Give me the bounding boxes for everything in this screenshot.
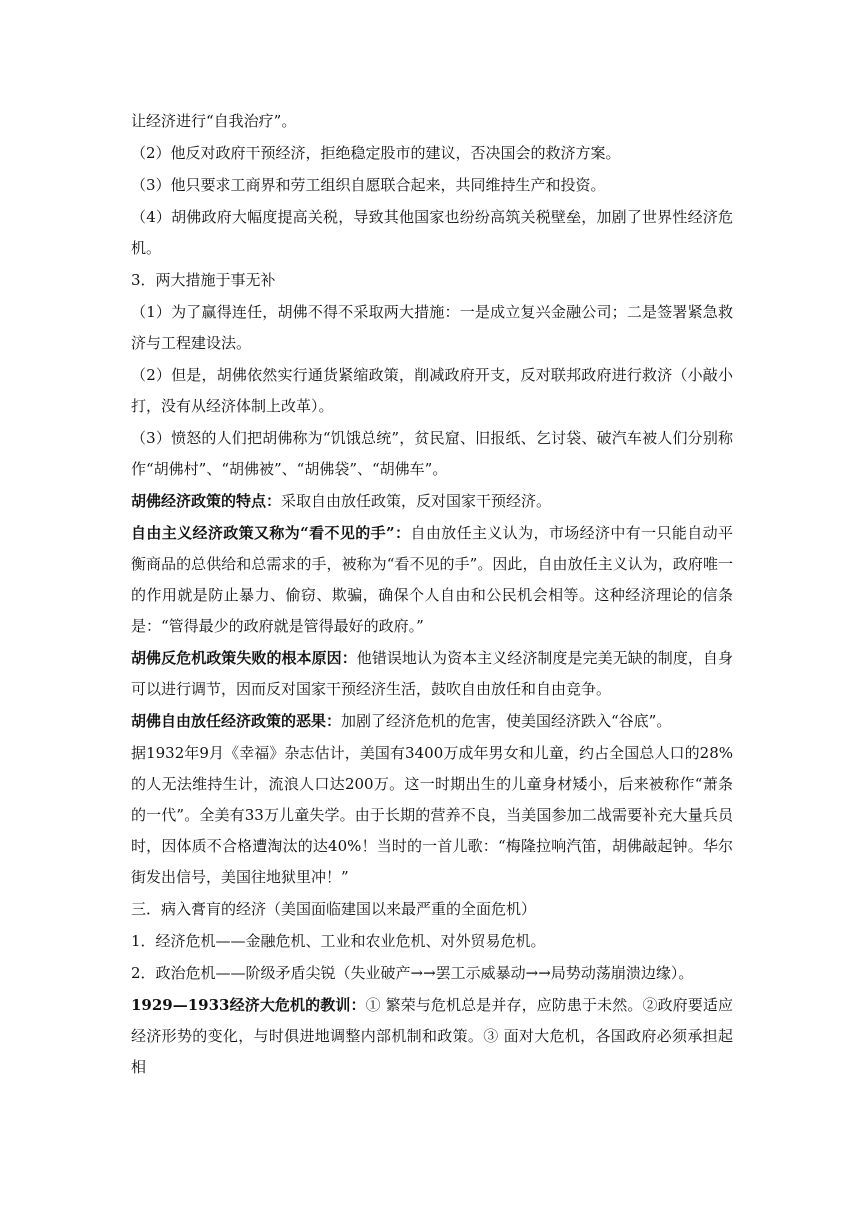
section-heading: 三．病入膏肓的经济（美国面临建国以来最严重的全面危机） [131, 900, 537, 918]
paragraph: 据1932年9月《幸福》杂志估计，美国有3400万成年男女和儿童，约占全国总人口的28%的人无法维持生计，流浪人口达200万。这一时期出生的儿童身材矮小，后来被称作“萧条的一代”。全美有33万儿童失学。由于长期的营养不良，当美国参加二战需要补充大量兵员时，因体质不合格遭淘汰的达40%！当时的一首儿歌：“梅隆拉响汽笛，胡佛敲起钟。华尔街发出信号，美国往地狱里冲！” [131, 744, 733, 886]
paragraph: （2）但是，胡佛依然实行通货紧缩政策，削减政府开支，反对联邦政府进行救济（小敲小打，没有从经济体制上改革）。 [131, 366, 733, 415]
document-body [131, 105, 733, 1083]
paragraph: 胡佛经济政策的特点：采取自由放任政策，反对国家干预经济。 [131, 492, 552, 510]
paragraph: 1929—1933经济大危机的教训：① 繁荣与危机总是并存，应防患于未然。②政府要适应经济形势的变化，与时俱进地调整内部机制和政策。③ 面对大危机，各国政府必须承担起相 [131, 996, 733, 1076]
section-heading: 3．两大措施于事无补 [131, 271, 276, 289]
paragraph: 1．经济危机——金融危机、工业和农业危机、对外贸易危机。 [131, 932, 546, 950]
paragraph: 胡佛自由放任经济政策的恶果：加剧了经济危机的危害，使美国经济跌入“谷底”。 [131, 712, 672, 730]
paragraph: 让经济进行“自我治疗”。 [131, 112, 297, 130]
paragraph: 2．政治危机——阶级矛盾尖锐（失业破产→→罢工示威暴动→→局势动荡崩溃边缘）。 [131, 964, 694, 982]
paragraph: （2）他反对政府干预经济，拒绝稳定股市的建议，否决国会的救济方案。 [131, 144, 621, 162]
paragraph: （1）为了赢得连任，胡佛不得不采取两大措施：一是成立复兴金融公司；二是签署紧急救济与工程建设法。 [131, 303, 733, 352]
paragraph: （4）胡佛政府大幅度提高关税，导致其他国家也纷纷高筑关税壁垒，加剧了世界性经济危机。 [131, 208, 733, 257]
bold-lead: 胡佛自由放任经济政策的恶果： [131, 712, 342, 730]
bold-lead: 胡佛反危机政策失败的根本原因： [131, 649, 357, 667]
paragraph: 自由主义经济政策又称为“看不见的手”：自由放任主义认为，市场经济中有一只能自动平衡商品的总供给和总需求的手，被称为“看不见的手”。因此，自由放任主义认为，政府唯一的作用就是防止暴力、偷窃、欺骗，确保个人自由和公民机会相等。这种经济理论的信条是：“管得最少的政府就是管得最好的政府。” [131, 524, 733, 635]
bold-lead: 1929—1933经济大危机的教训： [131, 996, 366, 1014]
paragraph: （3）他只要求工商界和劳工组织自愿联合起来，共同维持生产和投资。 [131, 176, 606, 194]
bold-lead: 自由主义经济政策又称为“看不见的手”： [131, 524, 411, 542]
paragraph: 胡佛反危机政策失败的根本原因：他错误地认为资本主义经济制度是完美无缺的制度，自身可以进行调节，因而反对国家干预经济生活，鼓吹自由放任和自由竞争。 [131, 649, 733, 698]
paragraph: （3）愤怒的人们把胡佛称为“饥饿总统”，贫民窟、旧报纸、乞讨袋、破汽车被人们分别称作“胡佛村”、“胡佛被”、“胡佛袋”、“胡佛车”。 [131, 429, 733, 478]
bold-lead: 胡佛经济政策的特点： [131, 492, 282, 510]
